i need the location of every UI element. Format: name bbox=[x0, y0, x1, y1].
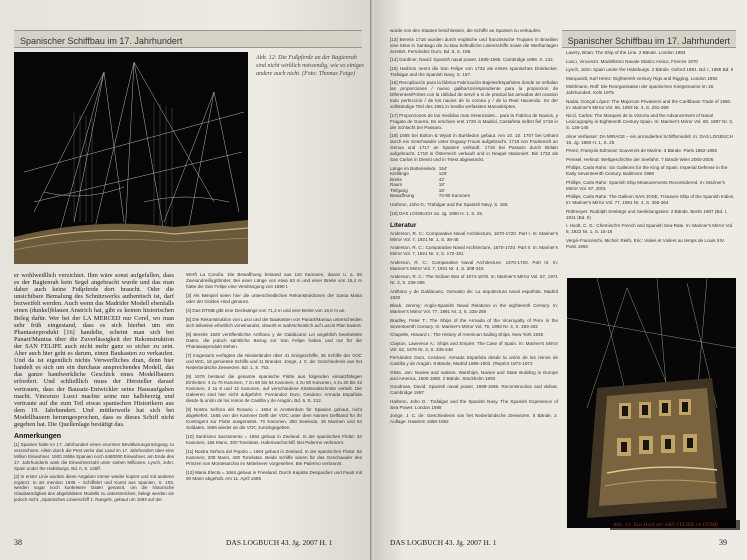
literature-entry: Phillips, Carla Rahn: Six Galleons for the King of Spain. Imperial Defense in the Early Seventeenth Century. Baltimore 1986 bbox=[566, 165, 728, 176]
notes-heading: Anmerkungen bbox=[14, 433, 62, 441]
ship-spec-table bbox=[390, 166, 473, 200]
spec-value: 126' bbox=[438, 171, 448, 177]
right-page bbox=[374, 0, 747, 560]
right-note: [16] Recopilación para la fábrica Fabricación Bajeles/Españoles donde se señalan las proporciones / nuevo galibo/correspondiente para la proporcion de Diferentes/Portes con la Utilidad de servir a si de pratical las armadas del ocasion todo perfeccion / de los navios de la corona y / de la Real Hacienda. So der vollständige Titel des 1681 in Sevilla verfassten Manuskriptes. bbox=[390, 80, 558, 109]
right-second-column bbox=[566, 50, 736, 252]
right-first-column bbox=[390, 28, 558, 428]
note-1: [1] Spanien hatte im 17. Jahrhundert einen enormen Bevölkerungsrückgang zu verzeichnen. Allein durch die Pest verlor das Land im 17. Jahrhundert über eine Million Einwohner. 1600 zählte Spanien noch 8480000 Einwohner, am Ende des 17. Jahrhunderts sank die Einwohnerzahl unter sieben Millionen. Lynch, John: Spain under the Habsburgs. Bd. II, S. 136ff. bbox=[14, 442, 174, 471]
spec-value: 18' bbox=[438, 182, 445, 188]
left-running-header bbox=[14, 30, 362, 48]
spec-value: 154' bbox=[438, 165, 448, 171]
right-note: Harbron, John D.: Trafalgar and the Spanish Navy. S. 165. bbox=[390, 202, 509, 208]
right-page-number: 39 bbox=[719, 538, 727, 547]
right-note: [13] Bereits 1716 wurden durch englische und französische Truppen in Brasilien eine Mine in Santiago die zu Bau befindliche Linienschiffe sowie die Werftanlagen zerstört. Fernández Duro, Bd. 6, S. 158. bbox=[390, 36, 558, 54]
literature-entry: Clayton, Lawrence A.: Ships and Empire: The Case of Spain. In: Mariner's Mirror Vol. 62, 1976 Nr. 3, S. 235-248 bbox=[390, 340, 558, 352]
literature-entry: Black, Jeremy: Anglo-Spanish Naval Relations in the eighteenth Century. In: Mariner's Mirror Vol. 77, 1991 Nr. 3, S. 235-258 bbox=[390, 303, 558, 315]
middle-note: [3] Als Beispiel seien hier die unterschiedlichen Rekonstruktionen der Santa Maria oder der Golden Hind genannt. bbox=[186, 293, 362, 304]
spec-label: Tiefgang bbox=[390, 187, 408, 193]
article-body-text: er wohlweißlich verzichtet. Ihm wäre sonst aufgefallen, dass es der Bagienrah kein Segel angebracht wurde und das man daher auch keine Fußpferde dort braucht. Oder die unsichtbare Bemalung des Schnitzwerks authentisch ist, darf bezweifelt werden. Auch wenn das Madrider Modell ebenfalls einen (dunkel)blauen Anstrich hat, gibt es keinen historischen Beleg dafür. Wer bei der LA MERCED nur Corel, wo man sehr früh eingestand, dass es sich hierbei um ein Phantasieprodukt [16] handelte, scheint man sich bei Panart/Mantua über die Zuverlässigkeit der Rekonstruktion der SAN FELIPE auch nicht mehr ganz so sicher zu sein. Aber auch hier geht es darum, einen Baukasten zu verkaufen. Und da ist eigentlich nichts Verwerfliches dran, denn hier handelt es sich um ein durchaus ansprechendes Modell, das das ganze handwerkliche Geschick eines Modellbauers erfordert. Und schließlich muss der Hersteller darauf vertrauen, dass der Bausatz-Entwickler seine Hausaufgaben macht. Vincenzo Lusci machte seine nur halbherzig und vertraute auf die zum Teil etwas spanischen Historikern aus dem 19. Jahrhundert. Und mittlerweile hat sich bei Modellbauern herumgesprochen, dass es dieses Schiff nicht gegeben hat. Die Quellenlage bestätigt das. bbox=[14, 272, 174, 428]
literature-entry: Phillips, Carla Rahn: Spanish Ship Measurements Reconsidered. In: Mariner's Mirror Vol. 87, 2001 bbox=[566, 179, 725, 191]
right-note: wurde von den Staaten beschlossen, die Schiffe an Spanien zu verkaufen. bbox=[390, 28, 542, 33]
literature-entry: Glete, Jan: Navies and nations. Warships, Navies and State Building in Europe and America, 1500-1860. 2 Bände, Stockholm 1993 bbox=[390, 369, 558, 381]
literature-entry: Vergé-Franceschi, Michel: Reith, Eric: Voiles et Voilers au temps de Louis XIV. Paris 1992 bbox=[566, 237, 725, 249]
middle-note: [12] Maria Electa = 1664 gebaut in Friesland. Durch Kapitän Despardiez und Faust mit 90 Mann abgeholt. Am 11. April 1665 bbox=[186, 470, 362, 481]
middle-note: [10] Santísimo Sacramento = 1664 gebaut in Zeeland. In der spanischen Flotte: 34 Kanonen, 156 Mann, 300 Tonelatas. Hafenwachschiff. Bei Palermo verbrannt. bbox=[186, 434, 362, 445]
spec-label: Bewaffnung bbox=[390, 193, 415, 199]
literature-entry: Chapelle, Howard I.: The History of American Sailing Ships. New York 1935 bbox=[390, 332, 544, 338]
spec-value: 18' bbox=[438, 187, 445, 193]
right-header-title: Spanischer Schiffbau im 17. Jahrhundert bbox=[567, 36, 730, 46]
literature-entry: Pemsel, Helmut: Weltgeschichte der Seefahrt. 7 Bände Wien 2000-2006 bbox=[566, 156, 714, 162]
right-footer-title: DAS LOGBUCH 43. Jg. 2007 H. 1 bbox=[390, 538, 497, 547]
ship-model-illustration-stern bbox=[567, 278, 736, 528]
right-note: [19] DAS LOGBUCH 16. Jg. 1980 H. 1, S. 25. bbox=[390, 210, 484, 216]
right-note: [15] Harbron nennt die San Felipe von 1732 als erstes spanisches Dreidecker. Trafalgar and the Spanish Navy, S. 167. bbox=[390, 65, 558, 77]
right-note: [17] Proporciones de las medidas mas essenciales... para la Fabrica de Navios, y Fragata de Guerra. Es erschien erst 1720 in Madrid, Castañeta selbst fiel 1718 in der Schlacht bei Passaro. bbox=[390, 112, 558, 130]
literature-entry: Lusci, Vincenzo: Modellismo Navale Statico Antico. Firenze 1970 bbox=[566, 58, 698, 64]
right-note: [14] Gardiner, David: Spanish naval power, 1589-1665. Cambridge 1988. S. 132. bbox=[390, 57, 554, 62]
literature-entry: Mühlmann, Rolf: Die Reorganisation der spanischen Kriegsmarine im 18. Jahrhundert. Köln 1975 bbox=[566, 84, 715, 95]
literature-entry: Lavery, Brian: The Ship of the Line. 2 Bände. London 1983 bbox=[566, 50, 686, 55]
middle-note: [4] Das DTMB gibt eine Decksänge von 71,2 m und eine Breite von 16,8 m an. bbox=[186, 308, 346, 313]
left-footer bbox=[14, 538, 22, 547]
literature-entry: Jonge, J. C. de: Geschiedenis van het Nederlandsche Zeewezen. 5 Bände, 2. Auflage. Haarlem 1858-1862 bbox=[390, 413, 558, 425]
literature-entry: Marquardt, Karl Heinz: Eighteenth-century Rigs and Rigging. London 1992 bbox=[566, 75, 718, 81]
figure-13-caption: Abb. 13: Das Heck der SAN FELIPE im DTMB bbox=[610, 520, 740, 530]
literature-entry: Pérez, François Edmond: Souvenirs de Marine. 3 Bände. Paris 1882-1892 bbox=[566, 148, 718, 153]
literature-entry: Harbron, John D.: Trafalgar and the Spanish Navy. The Spanish Experience of Sea Power. London 1988 bbox=[390, 398, 558, 410]
note-2: [2] In erster Linie wurden diese Angaben immer wieder kopiert und mit anderen ergänzt. In art mention 1936 – Schiffahrt und Kunst aus Spanien, S. 103, werden sogar noch konkretere Daten genannt, um die historische Glaubwürdigkeit des abgebildeten Modells zu unterstreichen, belegt werden sie jedoch nicht. „Spanisches Linienschiff 1: Rangels, gebaut um 1693 auf der bbox=[14, 473, 174, 503]
middle-note: [9] Nostra Señora del Rosario = 1664 in Amsterdam für Spanien gebaut, nicht abgeliefert. 1665 von der Kammer Delft der VOC unter dem Namen Delftland für ihr Kontingent zur Flotte ausgerüstet. 70 Kanonen, 350 Seeleute, 35 Marinen und 64 Soldaten. 1666 wieder an die VOC zurückgegeben. bbox=[186, 407, 362, 430]
literature-entry: Lynch, John: Spain under the Habsburgs. 2 Bände. Oxford 1981. Bd. I, 1965 Bd. II bbox=[566, 67, 734, 72]
left-header-title: Spanischer Schiffbau im 17. Jahrhundert bbox=[20, 36, 183, 46]
literature-entry: Anderson, R. C.: Comparative Naval Architecture, 1670-1720. Part I. In: Mariner's Mirror Vol. 7, 1921 Nr. 1, S. 38-45 bbox=[390, 230, 558, 242]
literature-entry: Goodman, David: Spanish naval power, 1589-1665. Reconstruction and defeat. Cambridge 1997 bbox=[390, 384, 558, 396]
literature-entry: Nadal, Gonçal López: The Majorcan Privateers and the Caribbean Trade of 1680. In: Mariner's Mirror Vol. 69, 1993 Nr. 3, S. 291-299 bbox=[566, 98, 732, 110]
left-notes-column bbox=[186, 272, 362, 485]
right-footer bbox=[719, 538, 727, 547]
spec-row bbox=[390, 193, 473, 199]
literature-entry: Röttmeyer: Rudolph Seelärge und Seeleitungssen: 2 Bände. Berlin 1907 (Bd. I, 1911 (Bd. II) bbox=[566, 208, 728, 220]
right-running-header bbox=[562, 30, 736, 48]
spec-label: Breite bbox=[390, 176, 403, 182]
spec-label: Raum bbox=[390, 182, 403, 188]
left-page-number: 38 bbox=[14, 538, 22, 547]
spec-label: Kiellänge bbox=[390, 171, 409, 177]
middle-note: [6] Bereits 1920 veröffentlichte Artiñano y de Galdácano Lei angeblich bearbeitete Daten, die jedoch sämtliche Bezug zur San Felipe haben und nur für die Phantasieprodukt stehen. bbox=[186, 332, 362, 349]
literature-entry: Nicci, Carlos: The Marques de la Victoria and the Advancement of Naval Lexicography in Eighteenth Century Spain. In: Mariner's Mirror Vol. 80, 1997 Nr. 3, S. 136-145 bbox=[566, 113, 734, 130]
literature-entry: Anderson, R. C.: Comparative Naval Architecture, 1670-1720. Part II. In: Mariner's Mirror Vol. 7, 1921 Nr. 2, S. 172-181 bbox=[390, 245, 558, 257]
ship-model-photo-stern bbox=[567, 278, 736, 528]
right-note: [18] 1665 bei Bolton & Wyatt in Bursledon gebaut. Am 10. 10. 1707 bei Ushant durch ein Geschwader unter Duguay-Trouin aufgebracht. 1718 von Frankreich an Genua und 1717 an Spanien verkauft. 1718 bei Passaro durch Britain aufgebracht. 1719 in Österreich verkauft und in Neapel stationiert. Bis 1733 als San Carlos in Dienst und in Triest abgewrackt. bbox=[390, 133, 558, 162]
ship-model-illustration-bow bbox=[14, 52, 248, 264]
middle-note: [7] Insgesamt verfügten die Niederländer über 41 Kriegsschiffe, 36 Schiffe der VOC und WIC, 18 gemietete Schiffe und 11 Brander. Jonge, J. C. de: Geschiedenis van het Nederlandsche Zeewezen. Bd. 1, S. 753. bbox=[186, 353, 362, 370]
literature-entry: Fernández Duro, Cesáreo: Armada Española desde la unión de los reinos de Castilla y de Aragón. 9 Bände, Madrid 1895-1903. (Reprint 1972-1973 bbox=[390, 355, 558, 367]
literature-entry: Phillips, Carla Rahn: The Galleon SAN JOSE, Treasure Ship of the Spanish Indies. In: Mariner's Mirror Vol. 77, 1991 Nr. 4, S. 355-364 bbox=[566, 194, 735, 205]
ship-model-photo-bow bbox=[14, 52, 248, 264]
left-main-column bbox=[14, 272, 174, 505]
middle-note: [5] Die Rekonstruktion von Lusci und der Baukasten von Panart/Mantua unterscheiden sich teilweise erheblich voneinander, obwohl er wahrscheinlich auf Luscis Plan basiert. bbox=[186, 317, 362, 328]
left-footer-title: DAS LOGBUCH 43. Jg. 2007 H. 1 bbox=[226, 538, 333, 547]
literature-entry: Artiñano y de Galdácano, Gervasio de: La arquitectura naval española. Madrid 1920 bbox=[390, 288, 558, 300]
literature-entry: ohne Verfasser: DA MIRAGE – ein arrondiertes Schiffsmodell. In: DAS LOGBUCH 16. Jg. 1980 H. 1, S. 25 bbox=[566, 133, 733, 145]
literature-entry: Bradley, Peter T.: The Ships of the Armada of the Viceroyalty of Peru in the Seventeenth Century. In: Mariner's Mirror Vol. 79, 1993 Nr. 4, S. 393-402 bbox=[390, 317, 558, 329]
figure-12-caption: Abb. 12: Die Fußpferde an der Bagienrah sind nicht wirklich notwendig, wie so einiges andere auch nicht. (Foto: Thomas Feige) bbox=[256, 55, 364, 78]
left-page bbox=[0, 0, 372, 560]
spec-value: 42' bbox=[438, 176, 445, 182]
spec-value: 72-80 Kanonen bbox=[438, 193, 471, 199]
middle-note: Werft La Coruña. Die Bewaffnung bestand aus 110 Kanonen, davon u. a. 50 Zweiundreißigpfünder. Bei einer Länge von etwa 63 m und einer Breite von 16,4 m hatte die San Felipe eine Verdrängung von 1890 t. bbox=[186, 272, 362, 289]
literature-entry: Anderson, R. C.: The Sicilian War of 1674-1678. In: Mariner's Mirror Vol. 57, 1971 Nr. 3, S. 239-265 bbox=[390, 274, 558, 286]
literature-entry: Anderson, R. C.: Comparative Naval Architecture, 1670-1720. Part III. In: Mariner's Mirror Vol. 7, 1921 Nr. 4, S. 308-315 bbox=[390, 259, 558, 271]
middle-note: [8] 1676 bestand die gesamte spanische Flotte aus folgenden einsatzfähigen Einheiten: 4 zu 70 Kanonen, 7 zu 60 bis 64 Kanonen, 4 zu 50 Kanonen, 4 zu 20 bis 42 Kanonen, 2 zu 8 und 12 Kanonen, auf verschiedene Küstenabschnitte verteilt. Die Galeeren sind hier nicht aufgeführt. Fernández Duro, Cesáreo: Armada Española desde la unión de los reinos de Castilla y de Aragón, Bd. 5, S. 212. bbox=[186, 374, 362, 403]
literature-entry: l. Hooft, C. G.: Cheminch's French and Spanish Sea-Rate. In: Mariner's Mirror Vol. 8, 1922 Nr. 1, S. 15-18 bbox=[566, 223, 734, 234]
spec-label: Länge im Batteriedeck bbox=[390, 165, 436, 171]
literature-heading: Literatur bbox=[390, 221, 417, 229]
middle-note: [11] Nostra Señora del Popolo = 1664 gebaut in Zeeland. In der spanischen Flotte: 52 Kanonen, 208 Mann, 400 Tonelatas. Beide Schiffe waren für das Geschwader des Prinzen von Montesarchio im Mittelmeer vorgesehen. Bei Palermo verbrannt. bbox=[186, 449, 362, 466]
